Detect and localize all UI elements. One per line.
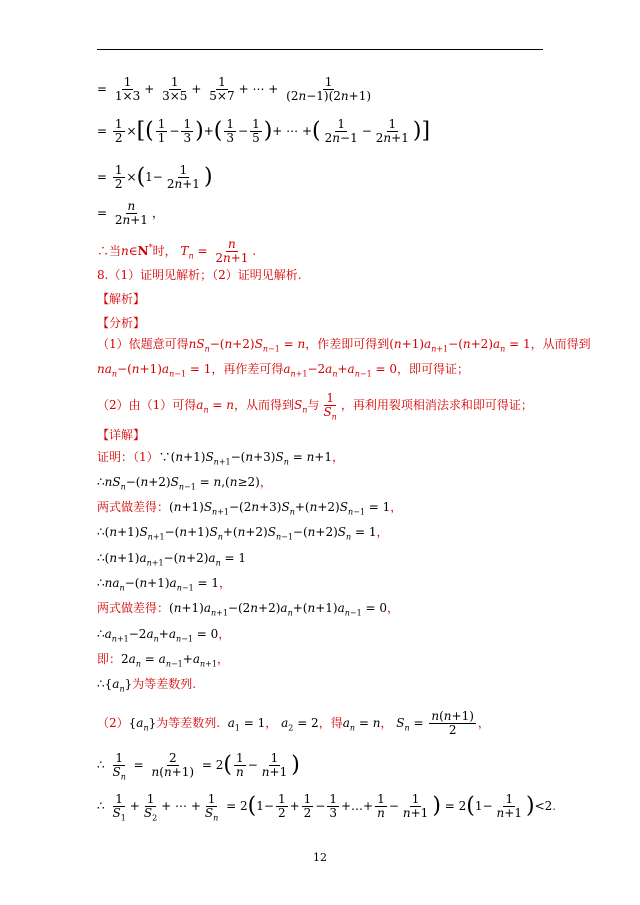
part2-line-2: ∴ $\frac{1}{S_n}$ = $\frac{2}{n(n+1)}$ = 2( $\frac{1}{n}$ − $\frac{1}{n+1}$ ) [97,751,300,782]
proof-line-7: 两式做差得：$(n+1)a_{n+1}-(2n+2)a_n+(n+1)a_{n-1} = 0$， [97,601,400,618]
arith-seq-label-2: 为等差数列. [156,716,221,730]
analysis-text-b2: ，即可得证； [396,362,469,376]
comma-2: ， [380,716,393,730]
ji-label: 即： [97,652,122,666]
header-rule [97,49,543,50]
proof-line-8: $\therefore a_{n+1}-2a_n+a_{n-1} = 0$， [97,627,231,644]
analysis-text-a1: （1）依题意可得 [97,337,189,351]
proof-line-5: $\therefore(n+1)a_{n+1}-(n+2)a_n = 1$ [97,551,247,568]
proof-line-9: 即：$2a_n = a_{n-1}+a_{n+1}$， [97,652,229,669]
conclusion-line: ∴当n∈N*时， $T_n$ = $\frac{n}{2n+1}$ . [97,237,257,265]
problem-8-heading: 8.（1）证明见解析；（2）证明见解析. [97,268,302,282]
arith-seq-label: 为等差数列. [132,677,197,691]
comma-1: ， [265,716,278,730]
proof-label: 证明：（1） [97,450,159,464]
proof-line-3: 两式做差得：$(n+1)S_{n+1}-(2n+3)S_n+(n+2)S_{n-1} = 1$， [97,500,403,517]
part2-label: （2） [97,716,129,730]
proof-line-4: $\therefore(n+1)S_{n+1}-(n+1)S_n+(n+2)S_{n-1}-(n+2)S_n = 1$， [97,525,389,542]
analysis-text-a3: ，从而得到 [530,337,591,351]
conclusion-prefix: ∴当 [97,244,122,258]
conclusion-mid: 时， [152,244,177,258]
part2-line-3: ∴ $\frac{1}{S_1}$ + $\frac{1}{S_2}$ + ⋯ + $\frac{1}{S_n}$ = 2(1− $\frac{1}{2}$ + $\frac{1}{2}$ − $\frac{1}{3}$ +…+ $\frac{1}{n}$ − $\frac{1}{n+1}$ ) = 2(1− $\frac{1}{n+1}$ )<2. [97,792,557,823]
analysis-text-a2: ，作差即可得到 [305,337,390,351]
proof-line-1: 证明：$(1)\because(n+1)S_{n+1}-(n+3)S_n = n+1$， [97,450,345,467]
analysis-line-1: （1）依题意可得$nS_n-(n+2)S_{n-1} = n$，作差即可得到$(n+1)a_{n+1}-(n+2)a_n = 1$，从而得到 [97,337,591,354]
proof-line-6: $\therefore na_n-(n+1)a_{n-1} = 1$， [97,576,231,593]
proof-line-2: $\therefore nS_n-(n+2)S_{n-1} = n,(n\ge 2)$， [97,475,272,492]
formula-line-4: = $\frac{n}{2n+1}$ ， [97,199,164,227]
xiangjie-tag: 【详解】 [97,428,146,442]
analysis-text-b1: ，再作差可得 [211,362,284,376]
formula-line-2: = $\frac{1}{2}$ ×[( $\frac{1}{1}$ − $\frac{1}{3}$ )+( $\frac{1}{3}$ − $\frac{1}{5}$ )+ ⋯ +( $\frac{1}{2n-1}$ − $\frac{1}{2n+1}$ )] [97,117,431,145]
diff-label-1: 两式做差得： [97,500,170,514]
analysis-line-3: （2）由（1）可得$a_n = n$，从而得到$S_n$与 $\frac{1}{S_n}$ ，再利用裂项相消法求和即可得证； [97,391,533,422]
analysis-text-c1: （2）由（1）可得 [97,398,197,412]
formula-line-1: = $\frac{1}{1\times 3}$ + $\frac{1}{3\times 5}$ + $\frac{1}{5\times 7}$ + ⋯ + $\frac{1}{(2n-1)(2n+1)}$ [97,75,372,103]
analysis-text-c3: 与 [307,398,320,412]
analysis-text-c2: ，从而得到 [234,398,295,412]
part2-line-1: $(2)\{a_n\}$为等差数列. $a_1 = 1$， $a_2 = 2$，得$a_n = n$， $S_n$ = $\frac{n(n+1)}{2}$ ， [97,709,490,737]
proof-line-10: $\therefore\{a_n\}$为等差数列. [97,677,197,694]
de-label: ，得 [318,716,343,730]
analysis-line-2: $na_n-(n+1)a_{n-1} = 1$，再作差可得$a_{n+1}-2a_n+a_{n-1} = 0$，即可得证； [97,362,469,379]
analysis-tag: 【解析】 [97,292,146,306]
fenxi-tag: 【分析】 [97,316,146,330]
page-number: 12 [313,851,327,864]
formula-line-3: = $\frac{1}{2}$ ×(1− $\frac{1}{2n+1}$ ) [97,163,213,191]
diff-label-2: 两式做差得： [97,601,170,615]
analysis-text-c4: ，再利用裂项相消法求和即可得证； [340,398,533,412]
